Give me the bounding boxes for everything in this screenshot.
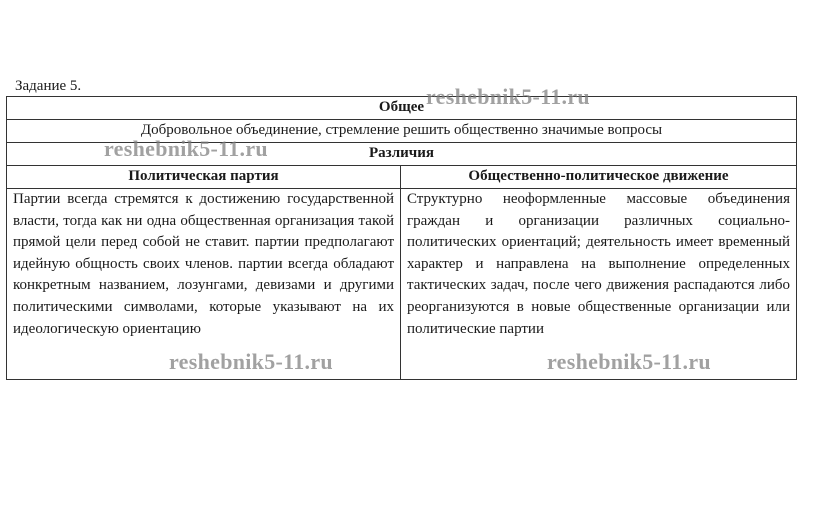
column-header-party: Политическая партия <box>7 166 401 189</box>
differences-header-row <box>7 143 797 166</box>
watermark-bottom-left: reshebnik5-11.ru <box>169 349 333 374</box>
column-headers-row <box>7 166 797 189</box>
column-header-movement: Общественно-политическое движение <box>401 166 797 189</box>
watermark-left-upper: reshebnik5-11.ru <box>104 136 268 161</box>
common-header-row <box>7 97 797 120</box>
watermark-bottom-right: reshebnik5-11.ru <box>547 349 711 374</box>
common-text-row <box>7 120 797 143</box>
differences-header: Различия <box>7 143 797 166</box>
comparison-table <box>6 96 797 380</box>
party-description: Партии всегда стремятся к достижению государственной власти, тогда как ни одна общественная организация такой прямой цели перед собой не ставит. партии предполагают идейную общность своих членов. партии всегда обладают конкретным названием, лозунгами, девизами и другими политическими символами, которые указывают на их идеологическую ориентацию <box>7 189 401 380</box>
task-label: Задание 5. <box>15 78 82 94</box>
watermark-top: reshebnik5-11.ru <box>426 84 590 109</box>
common-header: Общее <box>7 97 797 120</box>
differences-body-row <box>7 189 797 380</box>
movement-description: Структурно неоформленные массовые объединения граждан и организации различных социально-политических ориентаций; деятельность имеет временный характер и направлена на выполнение определенных тактических задач, после чего движения распадаются либо реорганизуются в новые общественные организации или политические партии <box>401 189 797 380</box>
common-text: Добровольное объединение, стремление решить общественно значимые вопросы <box>7 120 797 143</box>
